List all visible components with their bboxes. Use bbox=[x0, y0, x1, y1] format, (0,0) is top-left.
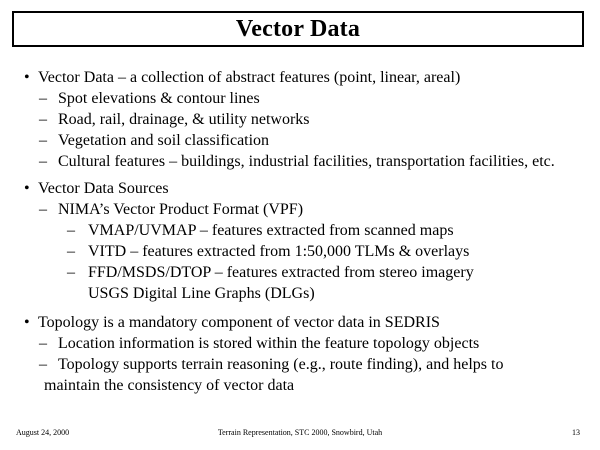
slide-footer bbox=[0, 428, 600, 442]
sub-item-continuation: maintain the consistency of vector data bbox=[44, 377, 295, 394]
sub-item: – Vegetation and soil classification bbox=[39, 132, 270, 149]
footer-event: Terrain Representation, STC 2000, Snowbird, Utah bbox=[217, 428, 383, 437]
sub-sub-item: – VMAP/UVMAP – features extracted from scanned maps bbox=[67, 222, 454, 239]
sub-item: – NIMA’s Vector Product Format (VPF) bbox=[39, 201, 304, 218]
slide-title: Vector Data bbox=[235, 15, 361, 42]
sub-item: – Topology supports terrain reasoning (e.g., route finding), and helps to bbox=[39, 356, 504, 373]
bullet-topology: • Topology is a mandatory component of vector data in SEDRIS bbox=[24, 312, 584, 333]
sub-item: – Cultural features – buildings, industrial facilities, transportation facilities, etc. bbox=[39, 153, 555, 170]
sub-sub-item: – VITD – features extracted from 1:50,000 TLMs & overlays bbox=[67, 243, 470, 260]
sub-item: – Location information is stored within the feature topology objects bbox=[39, 335, 480, 352]
footer-page-number: 13 bbox=[572, 428, 580, 437]
sub-sub-item: – FFD/MSDS/DTOP – features extracted from stereo imagery bbox=[67, 264, 474, 281]
bullet-vector-data-sources: • Vector Data Sources bbox=[24, 178, 584, 199]
sub-item: – Road, rail, drainage, & utility networks bbox=[39, 111, 310, 128]
sub-item: – Spot elevations & contour lines bbox=[39, 90, 260, 107]
bullet-vector-data: • Vector Data – a collection of abstract features (point, linear, areal) bbox=[24, 67, 584, 88]
slide-content bbox=[24, 67, 584, 396]
footer-date: August 24, 2000 bbox=[16, 428, 70, 437]
sub-sub-item-continuation: USGS Digital Line Graphs (DLGs) bbox=[88, 285, 315, 302]
title-box bbox=[12, 11, 584, 47]
